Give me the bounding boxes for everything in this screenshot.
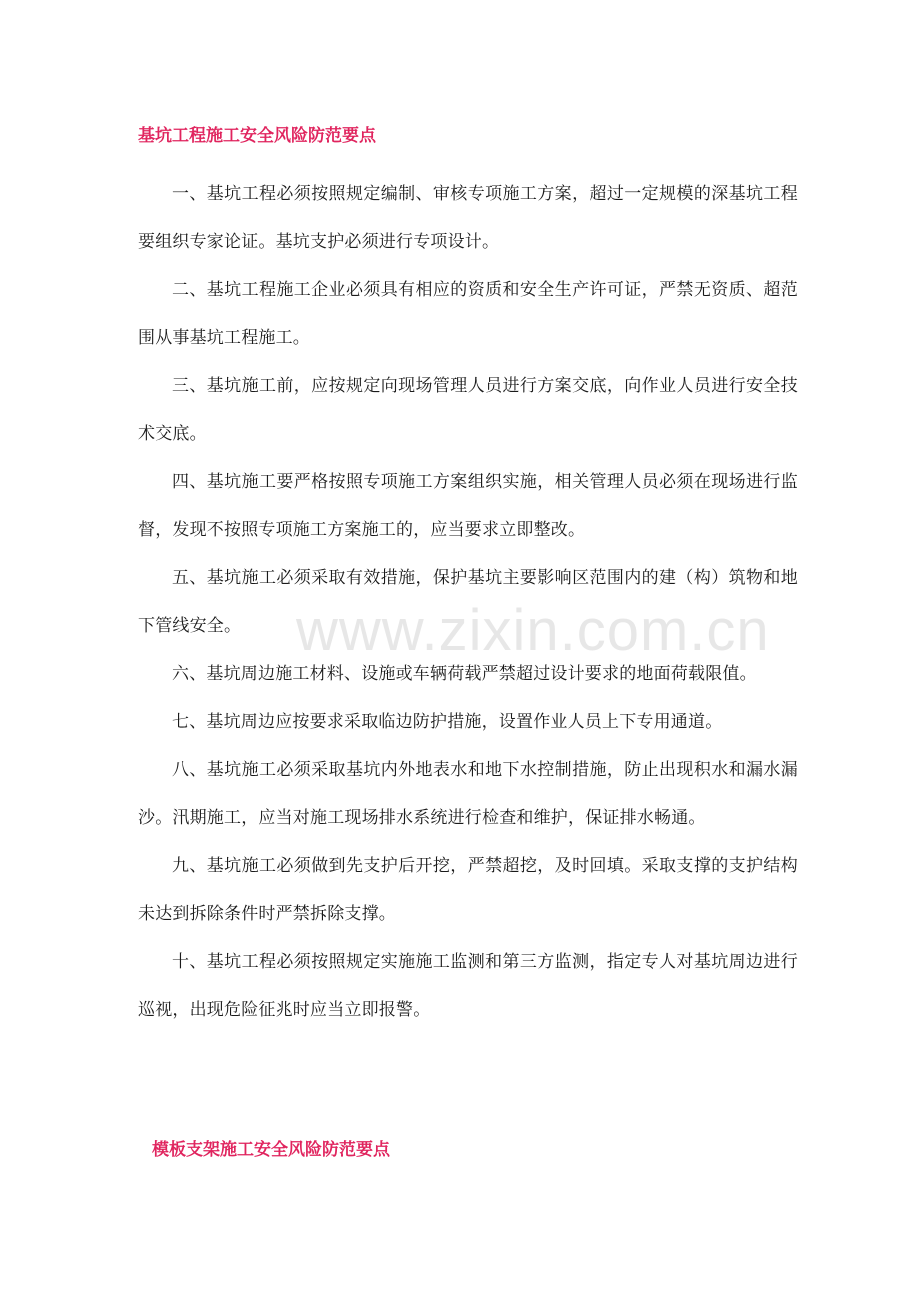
list-item: 七、基坑周边应按要求采取临边防护措施，设置作业人员上下专用通道。 [172,712,723,732]
section-items-list [138,170,798,1034]
watermark-text: www.zixin.com.cn [296,598,770,663]
list-item: 一、基坑工程必须按照规定编制、审核专项施工方案，超过一定规模的深基坑工程要组织专家论证。基坑支护必须进行专项设计。 [138,184,798,252]
section-title-foundation-pit: 基坑工程施工安全风险防范要点 [138,126,376,146]
section-title-formwork: 模板支架施工安全风险防范要点 [152,1140,390,1160]
list-item: 六、基坑周边施工材料、设施或车辆荷载严禁超过设计要求的地面荷载限值。 [172,664,757,684]
list-item: 八、基坑施工必须采取基坑内外地表水和地下水控制措施，防止出现积水和漏水漏沙。汛期施工，应当对施工现场排水系统进行检查和维护，保证排水畅通。 [138,760,798,828]
list-item: 五、基坑施工必须采取有效措施，保护基坑主要影响区范围内的建（构）筑物和地下管线安全。 [138,568,798,636]
list-item: 十、基坑工程必须按照规定实施施工监测和第三方监测，指定专人对基坑周边进行巡视，出现危险征兆时应当立即报警。 [138,952,798,1020]
list-item: 九、基坑施工必须做到先支护后开挖，严禁超挖，及时回填。采取支撑的支护结构未达到拆除条件时严禁拆除支撑。 [138,856,798,924]
list-item: 四、基坑施工要严格按照专项施工方案组织实施，相关管理人员必须在现场进行监督，发现不按照专项施工方案施工的，应当要求立即整改。 [138,472,798,540]
list-item: 三、基坑施工前，应按规定向现场管理人员进行方案交底，向作业人员进行安全技术交底。 [138,376,798,444]
list-item: 二、基坑工程施工企业必须具有相应的资质和安全生产许可证，严禁无资质、超范围从事基坑工程施工。 [138,280,798,348]
